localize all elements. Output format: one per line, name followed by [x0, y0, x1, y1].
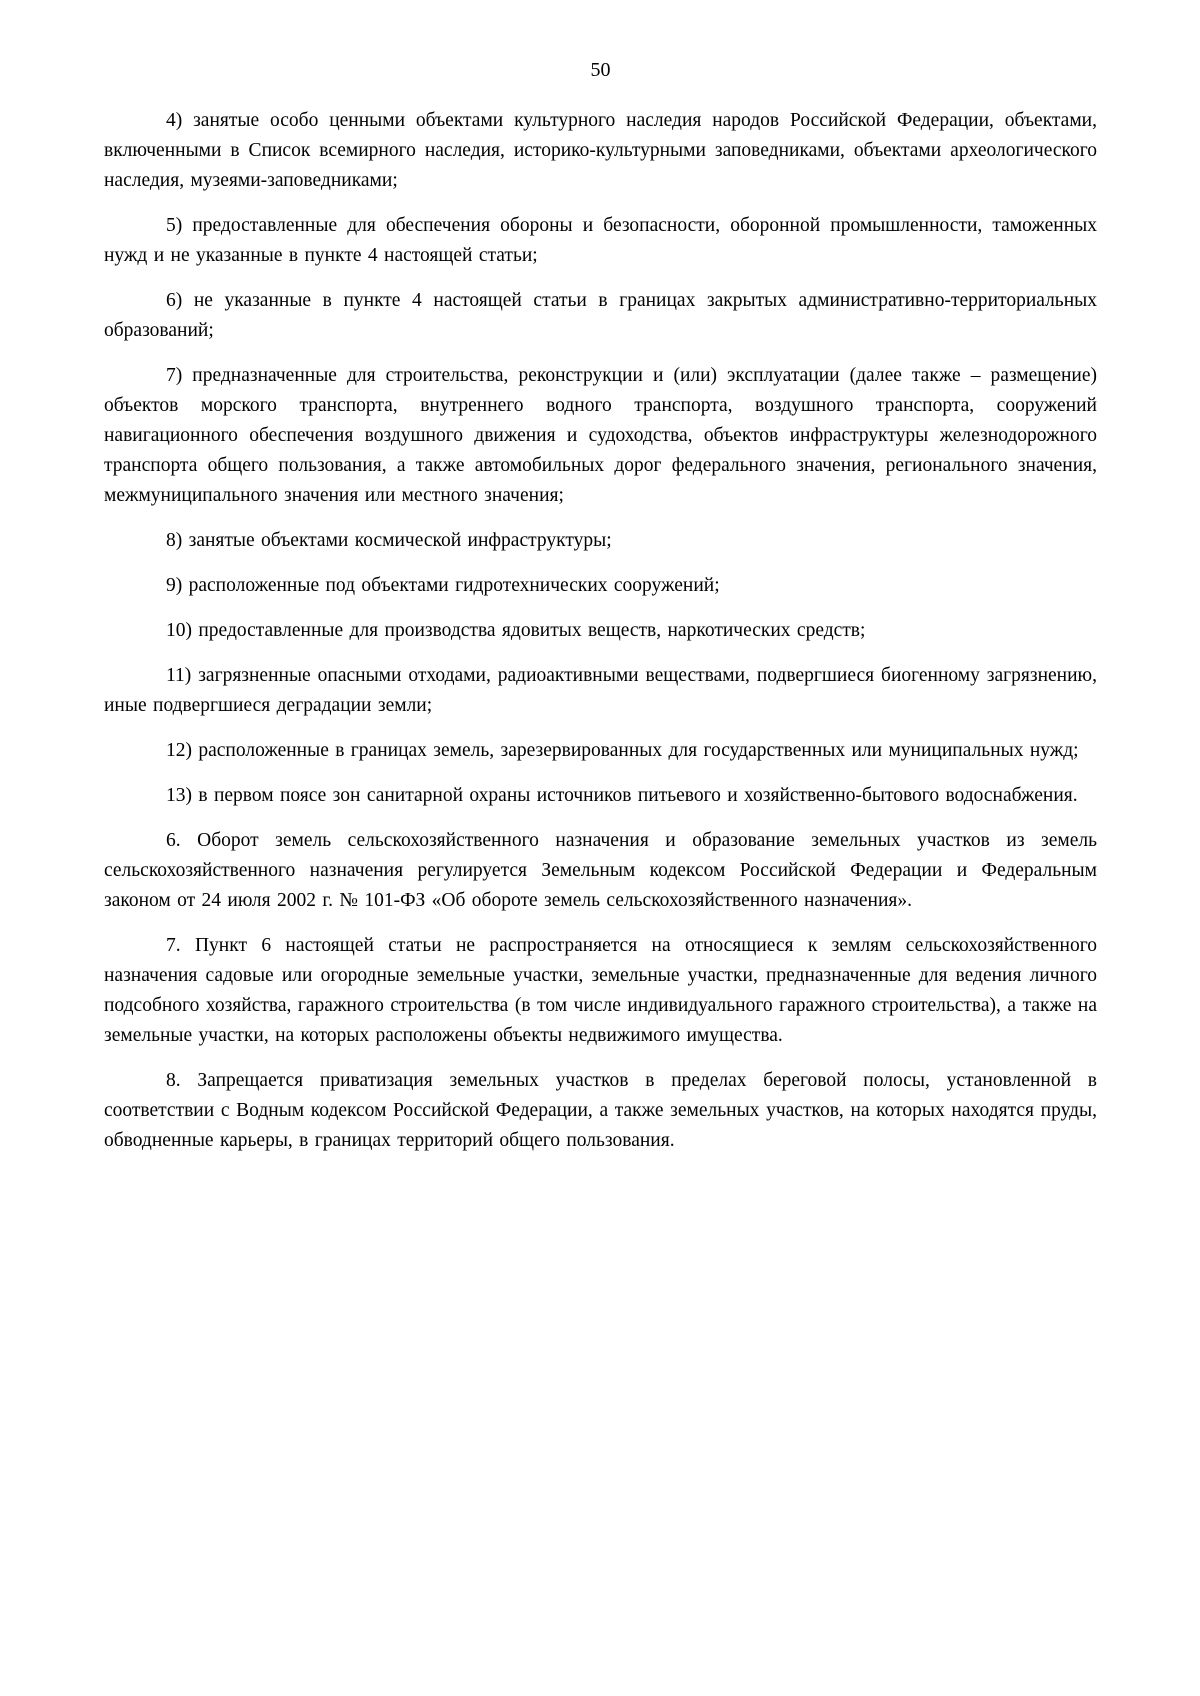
paragraph-item-13: 13) в первом поясе зон санитарной охраны источников питьевого и хозяйственно-бытового водоснабжения.	[166, 785, 1078, 806]
paragraph-item-12: 12) расположенные в границах земель, зарезервированных для государственных или муниципальных нужд;	[166, 740, 1079, 761]
paragraph-item-4: 4) занятые особо ценными объектами культурного наследия народов Российской Федерации, объектами, включенными в Список всемирного наследия, историко-культурными заповедниками, объектами археологического наследия, музеями-заповедниками;	[104, 110, 1097, 191]
paragraph-item-10: 10) предоставленные для производства ядовитых веществ, наркотических средств;	[166, 620, 866, 641]
paragraph-item-8: 8) занятые объектами космической инфраструктуры;	[166, 530, 612, 551]
document-body	[104, 106, 1097, 1156]
page-number: 50	[590, 59, 611, 81]
paragraph-clause-7: 7. Пункт 6 настоящей статьи не распространяется на относящиеся к землям сельскохозяйственного назначения садовые или огородные земельные участки, земельные участки, предназначенные для ведения личного подсобного хозяйства, гаражного строительства (в том числе индивидуального гаражного строительства), а также на земельные участки, на которых расположены объекты недвижимого имущества.	[104, 935, 1097, 1046]
paragraph-item-6: 6) не указанные в пункте 4 настоящей статьи в границах закрытых административно-территориальных образований;	[104, 290, 1097, 341]
paragraph-item-9: 9) расположенные под объектами гидротехнических сооружений;	[166, 575, 720, 596]
paragraph-clause-6: 6. Оборот земель сельскохозяйственного назначения и образование земельных участков из земель сельскохозяйственного назначения регулируется Земельным кодексом Российской Федерации и Федеральным законом от 24 июля 2002 г. № 101-ФЗ «Об обороте земель сельскохозяйственного назначения».	[104, 830, 1097, 911]
paragraph-item-5: 5) предоставленные для обеспечения обороны и безопасности, оборонной промышленности, таможенных нужд и не указанные в пункте 4 настоящей статьи;	[104, 215, 1097, 266]
paragraph-clause-8: 8. Запрещается приватизация земельных участков в пределах береговой полосы, установленной в соответствии с Водным кодексом Российской Федерации, а также земельных участков, на которых находятся пруды, обводненные карьеры, в границах территорий общего пользования.	[104, 1070, 1097, 1151]
paragraph-item-7: 7) предназначенные для строительства, реконструкции и (или) эксплуатации (далее также – размещение) объектов морского транспорта, внутреннего водного транспорта, воздушного транспорта, сооружений навигационного обеспечения воздушного движения и судоходства, объектов инфраструктуры железнодорожного транспорта общего пользования, а также автомобильных дорог федерального значения, регионального значения, межмуниципального значения или местного значения;	[104, 365, 1097, 506]
paragraph-item-11: 11) загрязненные опасными отходами, радиоактивными веществами, подвергшиеся биогенному загрязнению, иные подвергшиеся деградации земли;	[104, 665, 1097, 716]
